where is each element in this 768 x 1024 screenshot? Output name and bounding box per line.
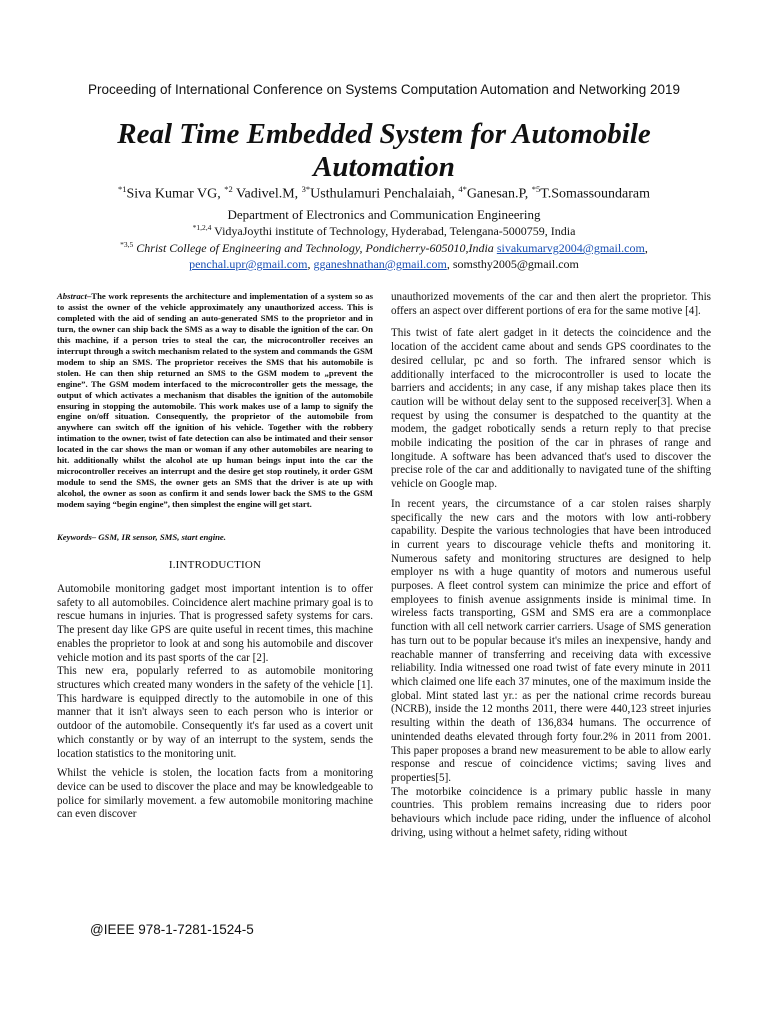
author-name: Ganesan.P, <box>466 186 529 202</box>
author-name: Siva Kumar VG, <box>126 186 221 202</box>
author-mark: *2 <box>224 184 233 194</box>
author-name: Usthulamuri Penchalaiah, <box>310 186 455 202</box>
paragraph: This new era, popularly referred to as automobile monitoring structures which created many wonders in the safety of the vehicle [1]. This hardware is equipped directly to the automobile in one of this manner that it isn't always seen to each person who is interior or outdoor of the automobile. Consequently it's far used as a covert unit which constantly or by way of an interrupt to the system, sends the location statistics to the monitoring unit. <box>57 665 373 760</box>
paragraph: The motorbike coincidence is a primary public hassle in many countries. This problem remains increasing due to riders poor behaviours which include pace riding, under the influence of alcohol driving, using without a helmet safety, riding without <box>391 785 711 839</box>
author-mark: 3* <box>301 184 311 194</box>
email-link[interactable]: gganeshnathan@gmail.com <box>313 257 447 271</box>
author-name: T.Somassoundaram <box>540 186 651 202</box>
author-mark: *5 <box>531 184 541 194</box>
paragraph: Whilst the vehicle is stolen, the location facts from a monitoring device can be used to discover the place and may be knowledgeable to police for similarly movement. a few automobile monitoring machine can even discover <box>57 767 373 821</box>
affiliation-mark: *3,5 <box>120 240 134 249</box>
left-column <box>57 291 373 822</box>
email-link[interactable]: penchal.upr@gmail.com <box>189 257 308 271</box>
section-heading-introduction: I.INTRODUCTION <box>168 559 262 572</box>
affiliation-2: $^{*3,5}$ Christ College of Engineering and Technology, Pondicherry-605010,India sivakumarvg2004@gmail.com, <box>120 240 648 255</box>
affiliation-text: Christ College of Engineering and Technology, Pondicherry-605010,India <box>136 241 494 255</box>
abstract-text: –The work represents the architecture and implementation of a system so as to assist the owner of the vehicle approximately any unauthorized access. This is completed with the aid of sending an auto-generated SMS to the proprietor and in turn, the owner can ship back the SMS as a way to disable the ignition of the car. On this machine, if a person tries to steal the car, the microcontroller receives an interrupt through a switch mechanism related to the system and commands the GSM modem to ship an SMS. The proprietor receives the SMS that his automobile is stolen. He can then ship returned an SMS to the GSM modem to „prevent the engine”. The GSM modem interfaced to the microcontroller gets the message, the output of which activates a mechanism that disables the ignition of the automobile ensuring in stopping the automobile. This work makes use of a lamp to signify the engine on/off situation. Consequently, the proprietor of the automobile from anywhere can switch off the ignition of his vehicle. Together with the robbery intimation to the owner, twist of fate detection can also be intimated and their sensor located in the car shows the man or woman if any other automobiles are nearing to hit. additionally whilst the alcohol ate up human beings input into the car the microcontroller receives an interrupt and the desire get stop routinely, it order GSM module to send the SMS, the owner gets an SMS that the driver is ate up with alcohol, the owner as soon as confirm it and sends lower back the SMS to the GSM modem saying “begin engine”, then simplest the engine will get start. <box>57 291 373 510</box>
paragraph: In recent years, the circumstance of a car stolen raises sharply specifically the new cars and the motors with low anti-robbery capability. Despite the various technologies that have been introduced in current years to discourage vehicle thefts and monitoring it. Numerous safety and monitoring structures are designed to help employer ns with a huge quantity of motors and numerous useful purposes. A fleet control system can minimize the price and effort of employees to finish avenue assignments inside is minimal time. In wireless facts transporting, GSM and SMS era are a commonplace function with all cell network carrier carriers. Usage of SMS generation has turn out to be popular because it's miles an inexpensive, handy and reachable manner of transferring and receiving data with excessive reliability. India witnessed one road twist of fate every minute in 2011 which claimed one life each 37 minutes, one of the maximum inside the global. Mint stated last yr.: as per the national crime records bureau (NCRB), inside the 12 months 2011, there were 440,123 street injuries resulting within the death of 136,834 humans. The occurrence of unintended deaths elevated through forty four.2% in 2011 from 2001. This paper proposes a brand new measurement to be able to allow early response and rescue of coincidence victims; saving lives and properties[5]. <box>391 497 711 784</box>
abstract-label: Abstract <box>57 291 87 301</box>
paragraph: unauthorized movements of the car and then alert the proprietor. This offers an aspect over different portions of era for the same motive [4]. <box>391 291 711 317</box>
copyright-footer: @IEEE 978-1-7281-1524-5 <box>90 922 254 937</box>
email-text: somsthy2005@gmail.com <box>452 257 579 271</box>
affiliation-text: VidyaJoythi institute of Technology, Hyderabad, Telengana-5000759, India <box>214 224 576 238</box>
author-list <box>30 184 738 203</box>
affiliation-1 <box>30 223 738 239</box>
abstract <box>57 291 373 510</box>
affiliation-mark: *1,2,4 <box>192 223 212 232</box>
email-line: penchal.upr@gmail.com, gganeshnathan@gmail.com, somsthy2005@gmail.com <box>189 257 579 271</box>
conference-proceeding-header: Proceeding of International Conference on Systems Computation Automation and Networking 2019 <box>87 82 681 97</box>
keywords: Keywords– GSM, IR sensor, SMS, start engine. <box>57 532 226 543</box>
author-name: Vadivel.M, <box>235 186 299 202</box>
paragraph: Automobile monitoring gadget most important intention is to offer safety to all automobiles. Coincidence alert machine primary goal is to rescue humans in injuries. That is progressed safety systems for cars. The present day like GPS are quite useful in recent times, this machine enables the proprietor to look at and song his automobile and discover vehicle motion and its past sports of the car [2]. <box>57 583 373 664</box>
paper-title: Real Time Embedded System for Automobile Automation <box>117 118 651 183</box>
author-mark: 4* <box>458 184 467 194</box>
department: Department of Electronics and Communication Engineering <box>227 207 541 222</box>
paragraph: This twist of fate alert gadget in it detects the coincidence and the location of the accident came about and sends GPS coordinates to the desired cellular, pc and so forth. The infrared sensor which is additionally interfaced to the microcontroller is used to locate the barriers and accidents; in any case, if any mishap takes place then its caution will be without delay sent to the supposed receiver[3]. When a request by using the consumer is despatched to the quantity at the modem, the gadget robotically sends a return reply to that precise mobile indicating the position of the car in phrases of range and longitude. A software has been advanced that's used to discover the precise role of the car and additionally to navigated tune of the shifting vehicle on Google map. <box>391 327 711 491</box>
author-mark: *1 <box>117 184 127 194</box>
right-column <box>391 291 711 840</box>
email-link[interactable]: sivakumarvg2004@gmail.com <box>496 241 645 255</box>
